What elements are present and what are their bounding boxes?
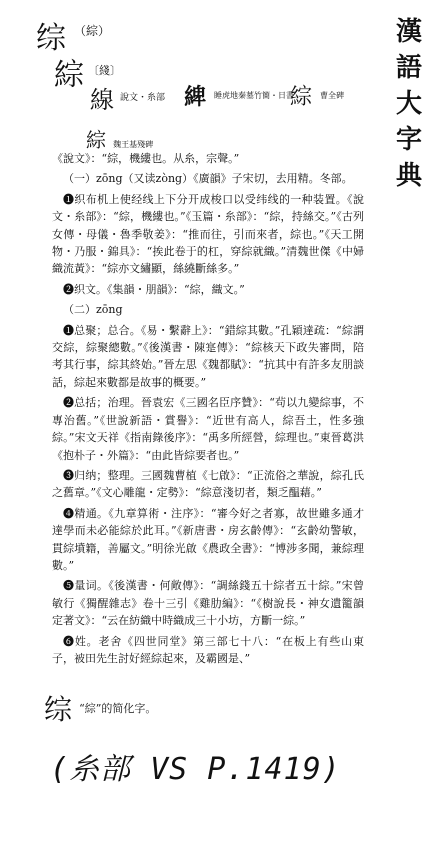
title-char: 大 (395, 89, 422, 119)
definition-paragraph: ❷总括；治理。晉袁宏《三國名臣序贊》：“茍以九變綜事，不專治舊。”《世說新語・賞譽》：“近世有高人，綜吾土，性多強綜。”宋文天祥《指南錄後序》：“禹多所經營，綜理也。”東晉葛洪《抱朴子・外篇》：“由此皆綜要者也。” (52, 396, 364, 462)
handwritten-note: (糸部 VS P.1419) (50, 752, 341, 787)
reading-heading: （二）zōng (63, 303, 123, 317)
traditional-character: 綜 (54, 58, 84, 93)
glyph-forms-row (54, 60, 384, 120)
variant-glyph: 線 (90, 86, 114, 114)
variant-source: 說文・糸部 (120, 93, 166, 103)
reading-heading: （一）zōng（又读zòng）《廣韻》子宋切，去用精。冬部。 (63, 172, 353, 186)
variant-source: 魏王基殘碑 (113, 140, 154, 149)
definition-paragraph: ❷织文。《集韻・朋韻》：“綜，織文。” (63, 282, 245, 296)
title-char: 字 (395, 125, 422, 155)
traditional-form-note: （綜） (74, 24, 111, 38)
definition-paragraph: ❺量词。《後漢書・何敞傳》：“調絲錢五十綜者五十綜。”宋曾敏行《獨醒雜志》卷十三引《雞肋編》：“《樹說長・神女遺籠韻定著文》：“云在紡織中時織成三十小坊，方斷一綜。” (52, 579, 364, 628)
definition-paragraph: ❶织布机上使经线上下分开成梭口以受纬线的一种装置。《說文・糸部》：“綜，機縷也。”《玉篇・糸部》：“綜，持絲交。”《古列女傳・母儀・魯季敬姜》：“推而往，引而來者，綜也。”《天工開物・乃服・錦具》：“挨此卷于的杠，穿綜就織。”清魏世傑《中婦織流黃》：“綜亦文繡顯，絲繞斷絲多。” (52, 192, 364, 276)
simplified-definition: “綜”的简化字。 (79, 702, 157, 715)
variant-note: 〔綫〕 (88, 64, 121, 77)
head-character: 综 (36, 21, 66, 56)
definition-paragraph: ❸归纳；整理。三國魏曹植《七啟》：“正流俗之華說，綜孔氏之舊章。”《文心雕龍・定勢》：“綜意淺切者，類乏醖藉。” (52, 468, 364, 500)
variant-source: 曹全碑 (320, 91, 344, 100)
dictionary-title (394, 14, 424, 194)
shuowen-quote: 《說文》：“綜，機縷也。从糸，宗聲。” (52, 152, 240, 165)
variant-glyph: 綜 (86, 128, 106, 152)
definition-paragraph: ❻姓。老舍《四世同堂》第三部七十八：“在板上有些山東子，被田先生討好經綜起來，及霸國是、” (52, 634, 364, 665)
definition-paragraph: ❹精通。《九章算術・注序》：“審今好之者寡，故世雖多通才達學而未必能綜於此耳。”《新唐書・房玄齡傳》：“玄齡幼警敏，貫綜墳籍，善屬文。”明徐光啟《農政全書》：“博涉多聞，兼綜理數。” (52, 506, 364, 572)
simplified-entry (44, 688, 384, 728)
title-char: 典 (395, 161, 422, 191)
title-char: 漢 (395, 17, 422, 47)
title-char: 語 (395, 53, 422, 83)
glyph-forms-row-2 (86, 124, 153, 153)
definition-paragraph: ❶总聚；总合。《易・繫辭上》：“錯綜其數。”孔穎達疏：“綜謂交綜，綜聚總數。”《後漢書・陳寔傳》：“綜核天下政失審問，陪考其行事，綜其終始。”晉左思《魏都賦》：“抗其中有許多友朋談話，綜起來數都是故事的概要。” (52, 323, 364, 389)
variant-source: 睡虎地秦墓竹簡・日書 (214, 91, 294, 100)
variant-glyph: 綼 (184, 84, 207, 110)
variant-glyph: 綜 (290, 85, 313, 110)
simplified-character: 综 (44, 693, 73, 726)
entry-body (52, 150, 364, 670)
